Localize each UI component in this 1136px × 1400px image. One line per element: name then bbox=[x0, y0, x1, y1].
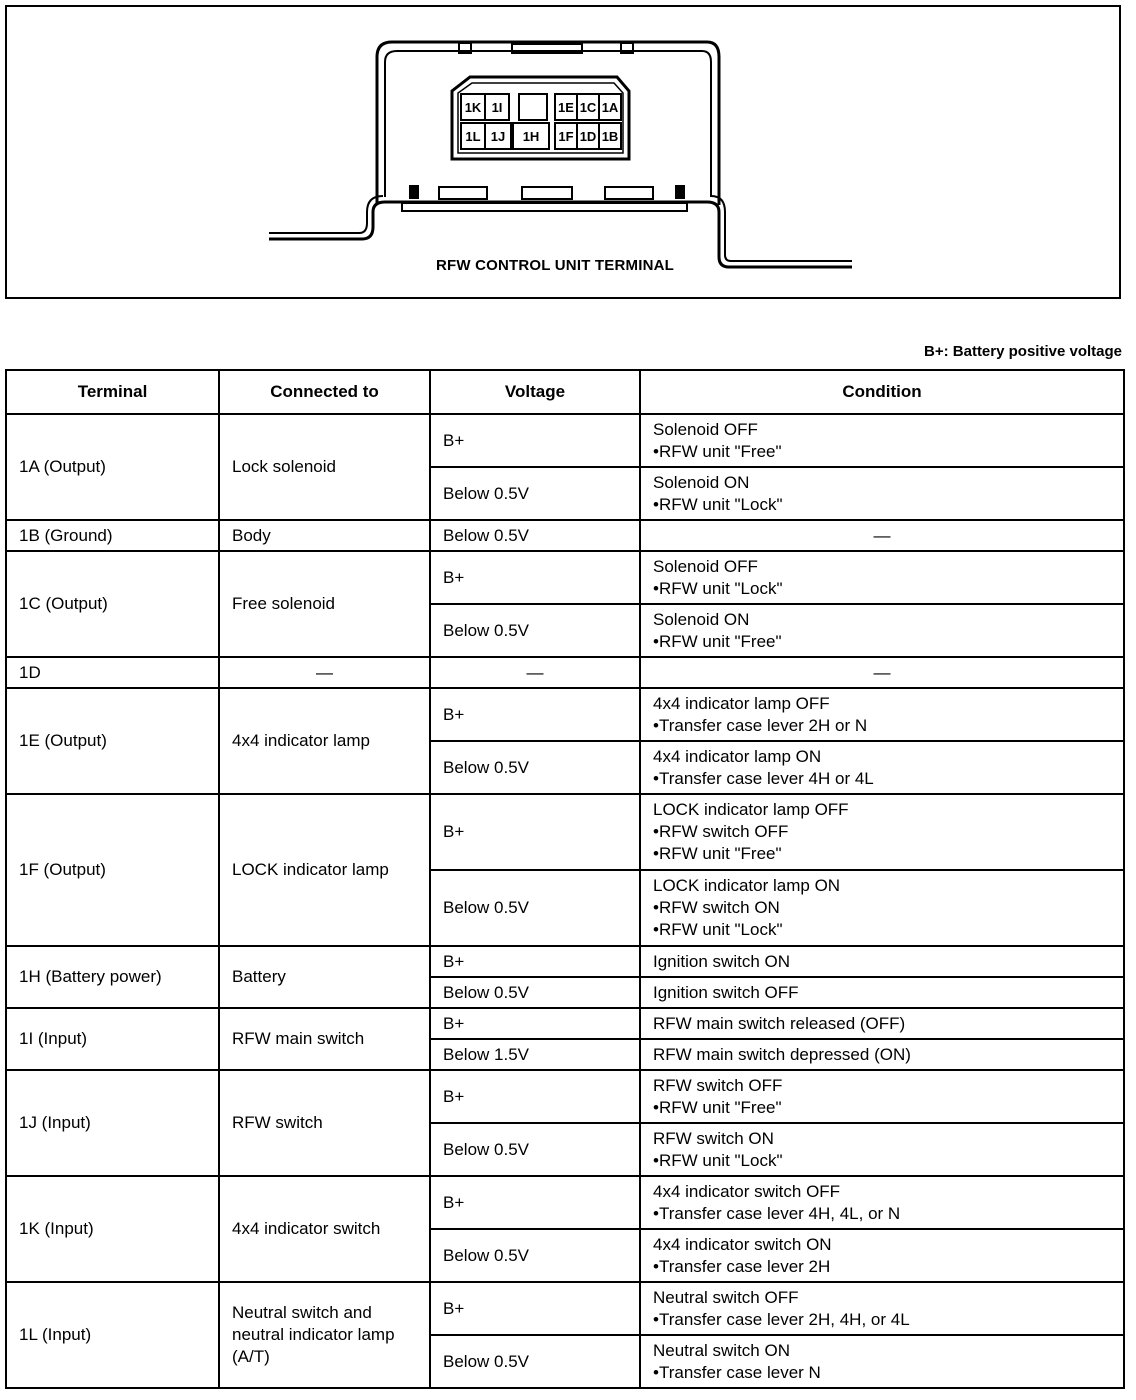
condition-line: •RFW unit "Free" bbox=[653, 844, 782, 863]
table-row bbox=[6, 657, 1124, 688]
connector-diagram bbox=[5, 5, 1121, 299]
voltage-cell: B+ bbox=[430, 946, 640, 977]
condition-line: 4x4 indicator switch ON bbox=[653, 1234, 832, 1254]
condition-cell bbox=[640, 1123, 1124, 1176]
voltage-cell: Below 0.5V bbox=[430, 1123, 640, 1176]
voltage-cell: B+ bbox=[430, 1176, 640, 1229]
condition-line: — bbox=[873, 525, 891, 545]
pin-label: 1A bbox=[601, 100, 619, 115]
condition-line: •RFW switch OFF bbox=[653, 822, 789, 841]
table-row bbox=[6, 1070, 1124, 1123]
voltage-cell: B+ bbox=[430, 1070, 640, 1123]
voltage-cell: B+ bbox=[430, 1282, 640, 1335]
connected-to-cell: Lock solenoid bbox=[219, 414, 430, 520]
connected-to-cell: Neutral switch and neutral indicator lamp (A/T) bbox=[219, 1282, 430, 1388]
condition-cell bbox=[640, 794, 1124, 870]
table-row bbox=[6, 520, 1124, 551]
voltage-cell: Below 0.5V bbox=[430, 741, 640, 794]
voltage-cell: Below 0.5V bbox=[430, 870, 640, 946]
condition-cell bbox=[640, 1229, 1124, 1282]
condition-line: LOCK indicator lamp ON bbox=[653, 876, 841, 895]
voltage-cell: B+ bbox=[430, 414, 640, 467]
condition-line: Neutral switch OFF bbox=[653, 1287, 799, 1307]
terminal-cell: 1K (Input) bbox=[6, 1176, 219, 1282]
condition-cell bbox=[640, 1176, 1124, 1229]
condition-cell bbox=[640, 1070, 1124, 1123]
terminal-cell: 1D bbox=[6, 657, 219, 688]
pin-label: 1E bbox=[558, 100, 574, 115]
terminal-cell: 1F (Output) bbox=[6, 794, 219, 946]
condition-line: •RFW switch ON bbox=[653, 898, 780, 917]
table-body bbox=[6, 414, 1124, 1388]
pin-label: 1B bbox=[601, 129, 619, 144]
voltage-cell: Below 0.5V bbox=[430, 467, 640, 520]
terminal-cell: 1E (Output) bbox=[6, 688, 219, 794]
condition-line: 4x4 indicator switch OFF bbox=[653, 1181, 841, 1201]
table-row bbox=[6, 794, 1124, 870]
condition-cell bbox=[640, 1282, 1124, 1335]
condition-line: Solenoid ON bbox=[653, 609, 750, 629]
condition-line: •Transfer case lever 4H, 4L, or N bbox=[653, 1203, 901, 1223]
terminal-table bbox=[5, 369, 1125, 1389]
connected-to-cell: Body bbox=[219, 520, 430, 551]
condition-line: •Transfer case lever 2H bbox=[653, 1256, 831, 1276]
condition-line: •RFW unit "Free" bbox=[653, 441, 782, 461]
pin-label: 1D bbox=[579, 129, 597, 144]
condition-line: •Transfer case lever 4H or 4L bbox=[653, 768, 874, 788]
condition-line: •RFW unit "Lock" bbox=[653, 920, 783, 939]
terminal-cell: 1C (Output) bbox=[6, 551, 219, 657]
condition-line: •RFW unit "Free" bbox=[653, 1097, 782, 1117]
voltage-cell: Below 0.5V bbox=[430, 604, 640, 657]
condition-cell bbox=[640, 551, 1124, 604]
condition-line: — bbox=[873, 662, 891, 682]
connected-to-cell: RFW main switch bbox=[219, 1008, 430, 1070]
voltage-cell: Below 0.5V bbox=[430, 520, 640, 551]
condition-cell bbox=[640, 467, 1124, 520]
header-terminal: Terminal bbox=[6, 370, 219, 414]
voltage-cell: Below 0.5V bbox=[430, 977, 640, 1008]
table-row bbox=[6, 551, 1124, 604]
condition-line: Solenoid OFF bbox=[653, 419, 758, 439]
table-row bbox=[6, 1008, 1124, 1039]
pin-label: 1C bbox=[579, 100, 597, 115]
connected-to-cell: Free solenoid bbox=[219, 551, 430, 657]
header-condition: Condition bbox=[640, 370, 1124, 414]
condition-line: Ignition switch OFF bbox=[653, 982, 799, 1002]
condition-cell bbox=[640, 870, 1124, 946]
condition-line: •RFW unit "Lock" bbox=[653, 578, 783, 598]
terminal-cell: 1J (Input) bbox=[6, 1070, 219, 1176]
terminal-cell: 1B (Ground) bbox=[6, 520, 219, 551]
header-voltage: Voltage bbox=[430, 370, 640, 414]
condition-line: 4x4 indicator lamp ON bbox=[653, 746, 822, 766]
voltage-cell: B+ bbox=[430, 1008, 640, 1039]
condition-line: •RFW unit "Lock" bbox=[653, 494, 783, 514]
table-row bbox=[6, 414, 1124, 467]
condition-line: •Transfer case lever 2H, 4H, or 4L bbox=[653, 1309, 910, 1329]
connected-to-cell: 4x4 indicator switch bbox=[219, 1176, 430, 1282]
condition-line: •RFW unit "Lock" bbox=[653, 1150, 783, 1170]
condition-cell bbox=[640, 1039, 1124, 1070]
condition-cell bbox=[640, 657, 1124, 688]
pin-label: 1J bbox=[490, 129, 506, 144]
voltage-cell: Below 1.5V bbox=[430, 1039, 640, 1070]
condition-cell bbox=[640, 1008, 1124, 1039]
condition-cell bbox=[640, 604, 1124, 657]
terminal-cell: 1A (Output) bbox=[6, 414, 219, 520]
voltage-cell: — bbox=[430, 657, 640, 688]
diagram-caption: RFW CONTROL UNIT TERMINAL bbox=[435, 257, 675, 274]
pin-label: 1F bbox=[558, 129, 574, 144]
connected-to-cell: 4x4 indicator lamp bbox=[219, 688, 430, 794]
voltage-cell: B+ bbox=[430, 688, 640, 741]
pin-label: 1H bbox=[522, 129, 540, 144]
voltage-cell: B+ bbox=[430, 551, 640, 604]
condition-cell bbox=[640, 946, 1124, 977]
pin-label: 1K bbox=[464, 100, 482, 115]
voltage-cell: Below 0.5V bbox=[430, 1335, 640, 1388]
condition-cell bbox=[640, 741, 1124, 794]
table-header-row bbox=[6, 370, 1124, 414]
connected-to-cell: RFW switch bbox=[219, 1070, 430, 1176]
condition-line: •Transfer case lever N bbox=[653, 1362, 821, 1382]
pin-labels bbox=[7, 7, 1119, 297]
voltage-cell: Below 0.5V bbox=[430, 1229, 640, 1282]
condition-line: RFW switch ON bbox=[653, 1128, 774, 1148]
pin-label: 1I bbox=[491, 100, 503, 115]
condition-cell bbox=[640, 520, 1124, 551]
condition-line: LOCK indicator lamp OFF bbox=[653, 800, 849, 819]
header-connected-to: Connected to bbox=[219, 370, 430, 414]
connected-to-cell: Battery bbox=[219, 946, 430, 1008]
condition-cell bbox=[640, 1335, 1124, 1388]
condition-line: •Transfer case lever 2H or N bbox=[653, 715, 868, 735]
voltage-cell: B+ bbox=[430, 794, 640, 870]
voltage-legend: B+: Battery positive voltage bbox=[924, 343, 1122, 360]
table-row bbox=[6, 1176, 1124, 1229]
connected-to-cell: LOCK indicator lamp bbox=[219, 794, 430, 946]
condition-cell bbox=[640, 414, 1124, 467]
condition-line: RFW main switch depressed (ON) bbox=[653, 1044, 911, 1064]
condition-line: Neutral switch ON bbox=[653, 1340, 790, 1360]
condition-line: RFW switch OFF bbox=[653, 1075, 783, 1095]
condition-line: 4x4 indicator lamp OFF bbox=[653, 693, 830, 713]
table-row bbox=[6, 946, 1124, 977]
condition-cell bbox=[640, 688, 1124, 741]
condition-cell bbox=[640, 977, 1124, 1008]
condition-line: RFW main switch released (OFF) bbox=[653, 1013, 906, 1033]
connected-to-cell: — bbox=[219, 657, 430, 688]
condition-line: Solenoid ON bbox=[653, 472, 750, 492]
terminal-cell: 1L (Input) bbox=[6, 1282, 219, 1388]
pin-label: 1L bbox=[465, 129, 481, 144]
table-row bbox=[6, 1282, 1124, 1335]
terminal-cell: 1I (Input) bbox=[6, 1008, 219, 1070]
condition-line: Ignition switch ON bbox=[653, 951, 790, 971]
terminal-cell: 1H (Battery power) bbox=[6, 946, 219, 1008]
condition-line: Solenoid OFF bbox=[653, 556, 758, 576]
condition-line: •RFW unit "Free" bbox=[653, 631, 782, 651]
table-row bbox=[6, 688, 1124, 741]
